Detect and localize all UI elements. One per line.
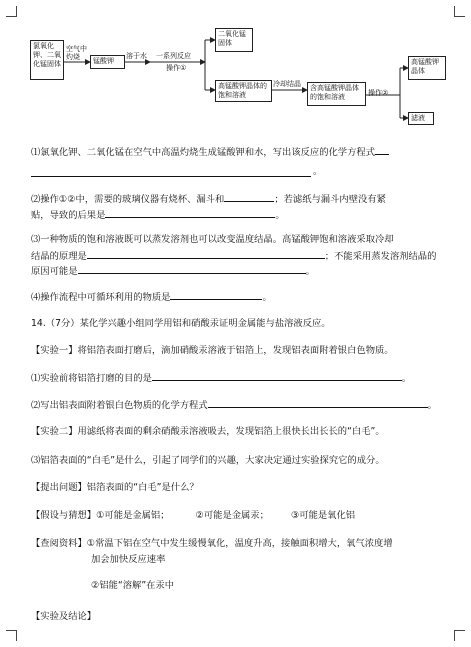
flow-arrows (0, 0, 471, 130)
question-3-text-b: 结晶的原理是 (31, 251, 87, 262)
crop-mark (454, 630, 465, 641)
question-4 (31, 290, 272, 304)
question-2-text-d: 。 (275, 210, 285, 221)
kmno4-saturated-box-text: 高锰酸钾晶体的饱和溶液 (218, 82, 267, 99)
mno2-box-text: 二氧化锰固体 (218, 30, 246, 47)
filtrate-box-text: 滤液 (411, 114, 425, 122)
hypothesis-2: ②可能是金属汞； (195, 510, 269, 521)
question-2-line-1 (31, 192, 386, 206)
crystal-box-text: 高锰酸钾晶体 (411, 58, 439, 75)
question-3-line-3 (31, 264, 315, 278)
process-flow-diagram (0, 0, 471, 130)
sub-question-1-end: 。 (401, 373, 412, 384)
question-3-text-d: 原因可能是 (31, 266, 78, 277)
hypothesis (31, 510, 355, 522)
experiment-conclusion: 【实验及结论】 (31, 611, 97, 622)
answer-blank[interactable] (105, 208, 275, 218)
heat-label: 灼烧 (66, 53, 80, 61)
sub-question-2-end: 。 (427, 400, 437, 411)
raise-question: 【提出问题】铝箔表面的“白毛”是什么？ (31, 482, 199, 493)
question-1-end: 。 (313, 166, 323, 177)
question-1-text: ⑴氯氧化钾、二氧化锰在空气中高温灼烧生成锰酸钾和水，写出该反应的化学方程式 (31, 147, 375, 158)
question-4-text-b: 。 (262, 292, 272, 303)
mix-box (30, 40, 64, 80)
answer-line[interactable] (31, 176, 311, 177)
question-4-text-a: ⑷操作流程中可循环利用的物质是 (31, 292, 171, 303)
answer-blank[interactable] (208, 398, 428, 408)
air-label: 空气中 (66, 45, 87, 53)
reference-1: 【查阅资料】①常温下铝在空气中发生缓慢氧化，温度升高，接触面积增大，氧气浓度增 (31, 538, 393, 549)
question-3-line-1: ⑶一种物质的饱和溶液既可以蒸发溶剂也可以改变温度结晶。高锰酸钾饱和溶液采取冷却 (31, 234, 394, 245)
sub-question-1 (31, 371, 411, 385)
question-3-line-2 (31, 249, 436, 263)
reference-2: ②铝能“溶解”在汞中 (91, 580, 175, 591)
kmno4-mixture-box (307, 82, 366, 106)
answer-blank[interactable] (78, 264, 306, 274)
question-3-text-c: ；不能采用蒸发溶剂结晶的 (324, 251, 437, 262)
sub-question-2 (31, 398, 437, 412)
hypothesis-3: ③可能是氧化铝 (290, 510, 356, 521)
question-2-text-b: ；若滤纸与漏斗内壁没有紧 (274, 194, 386, 205)
filtrate-box (408, 112, 434, 125)
answer-blank[interactable] (224, 192, 274, 202)
mno2-box (215, 28, 253, 52)
reference-1-cont: 加会加快反应速率 (91, 554, 166, 565)
sub-question-2-text: ⑵写出铝表面附着银白色物质的化学方程式 (31, 400, 208, 411)
kmno4-mixture-box-text: 含高锰酸钾晶体的饱和溶液 (310, 84, 359, 101)
reaction-label: 一系列反应 (156, 52, 191, 60)
question-2-text-c: 贴，导致的后果是 (31, 210, 106, 221)
sub-question-1-text: ⑴实验前将铝箔打磨的目的是 (31, 373, 152, 384)
sub-question-3: ⑶铝箔表面的“白毛”是什么，引起了同学们的兴趣，大家决定通过实验探究它的成分。 (31, 455, 385, 466)
hypothesis-1: ①可能是金属铝； (96, 510, 170, 521)
experiment-2: 【实验二】用滤纸将表面的剩余硝酸汞溶液吸去，发现铝箔上很快长出长长的“白毛”。 (31, 426, 385, 437)
answer-blank[interactable] (170, 290, 262, 300)
crystal-box (408, 56, 446, 80)
question-14-heading: 14.（7分）某化学兴趣小组同学用铝和硝酸汞证明金属能与盐溶液反应。 (31, 318, 331, 329)
question-2-text-a: ⑵操作①②中，需要的玻璃仪器有烧杯、漏斗和 (31, 194, 225, 205)
answer-blank[interactable] (152, 371, 402, 381)
crop-mark (6, 630, 17, 641)
question-1 (31, 145, 389, 159)
kmno4-saturated-box (215, 80, 272, 102)
experiment-1: 【实验一】将铝箔表面打磨后，滴加硝酸汞溶液于铝箔上，发现铝表面附着银白色物质。 (31, 345, 394, 356)
answer-blank[interactable] (87, 249, 325, 259)
hypothesis-label: 【假设与猜想】 (31, 510, 97, 521)
dissolve-label: 溶于水 (126, 52, 147, 60)
k2mno4-box (90, 55, 125, 69)
answer-blank[interactable] (375, 145, 389, 155)
cool-crystallize-label: 冷却结晶 (273, 80, 301, 88)
question-3-text-e: 。 (305, 266, 315, 277)
question-2-line-2 (31, 208, 285, 222)
k2mno4-box-text: 锰酸钾 (93, 57, 114, 65)
mix-box-text: 氯氧化钾、二氧化锰固体 (33, 42, 61, 68)
op1-label: 操作① (166, 64, 187, 72)
op2-label: 操作② (368, 89, 389, 97)
